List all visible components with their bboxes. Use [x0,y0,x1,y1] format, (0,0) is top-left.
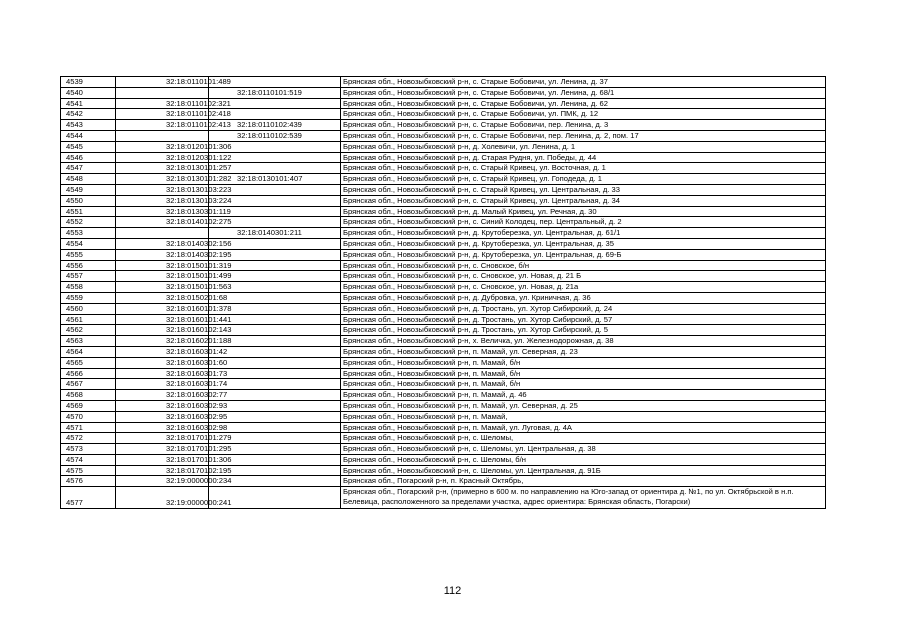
address-cell: Брянская обл., Новозыбковский р-н, с. Сновское, ул. Новая, д. 21 Б [341,271,826,282]
cadastral-number-cell: 32:18:0160101:441 [116,314,209,325]
row-number-cell: 4551 [61,206,116,217]
row-number-cell: 4552 [61,217,116,228]
cadastral-number-cell: 32:18:0120101:306 [116,141,209,152]
cadastral-number-cell: 32:18:0140102:275 [116,217,209,228]
table-row [61,390,826,401]
table-row [61,368,826,379]
row-number-cell: 4542 [61,109,116,120]
table-row [61,454,826,465]
table-row [61,109,826,120]
address-cell: Брянская обл., Новозыбковский р-н, п. Мамай, б/н [341,368,826,379]
table-row [61,465,826,476]
row-number-cell: 4541 [61,98,116,109]
table-row [61,238,826,249]
secondary-cadastral-number-cell [209,400,341,411]
table-row [61,141,826,152]
table-row [61,206,826,217]
table-row [61,195,826,206]
cadastral-number-cell: 32:18:0160302:93 [116,400,209,411]
secondary-cadastral-number-cell [209,390,341,401]
address-cell: Брянская обл., Новозыбковский р-н, д. Старая Рудня, ул. Победы, д. 44 [341,152,826,163]
row-number-cell: 4572 [61,433,116,444]
cadastral-number-cell: 32:18:0150201:68 [116,292,209,303]
address-cell: Брянская обл., Новозыбковский р-н, с. Шеломы, [341,433,826,444]
address-cell: Брянская обл., Новозыбковский р-н, с. Старые Бобовичи, ул. Ленина, д. 68/1 [341,87,826,98]
row-number-cell: 4573 [61,444,116,455]
address-cell: Брянская обл., Новозыбковский р-н, с. Сновское, ул. Новая, д. 21а [341,282,826,293]
row-number-cell: 4554 [61,238,116,249]
address-cell: Брянская обл., Новозыбковский р-н, с. Старый Кривец, ул. Центральная, д. 33 [341,184,826,195]
row-number-cell: 4566 [61,368,116,379]
table-row [61,411,826,422]
cadastral-number-cell: 32:18:0160101:378 [116,303,209,314]
address-cell: Брянская обл., Новозыбковский р-н, с. Шеломы, б/н [341,454,826,465]
row-number-cell: 4555 [61,249,116,260]
row-number-cell: 4550 [61,195,116,206]
table-row [61,120,826,131]
cadastral-number-cell: 32:18:0150101:319 [116,260,209,271]
row-number-cell: 4558 [61,282,116,293]
table-row [61,228,826,239]
cadastral-number-cell: 32:18:0110101:489 [116,77,209,88]
cadastral-number-cell: 32:18:0170101:306 [116,454,209,465]
cadastral-number-cell: 32:18:0110102:413 [116,120,209,131]
register-table-body [61,77,826,509]
address-cell: Брянская обл., Новозыбковский р-н, с. Старые Бобовичи, пер. Ленина, д. 3 [341,120,826,131]
table-row [61,163,826,174]
row-number-cell: 4549 [61,184,116,195]
secondary-cadastral-number-cell [209,292,341,303]
cadastral-number-cell: 32:18:0160302:95 [116,411,209,422]
cadastral-number-cell: 32:18:0170102:195 [116,465,209,476]
cadastral-number-cell: 32:18:0130101:282 [116,174,209,185]
address-cell: Брянская обл., Новозыбковский р-н, д. Дубровка, ул. Криничная, д. 36 [341,292,826,303]
cadastral-number-cell: 32:18:0150101:499 [116,271,209,282]
cadastral-number-cell: 32:18:0160301:73 [116,368,209,379]
cadastral-number-cell: 32:18:0160301:60 [116,357,209,368]
table-row [61,379,826,390]
table-row [61,487,826,509]
row-number-cell: 4546 [61,152,116,163]
address-cell: Брянская обл., Новозыбковский р-н, п. Мамай, ул. Северная, д. 25 [341,400,826,411]
cadastral-number-cell: 32:18:0130301:119 [116,206,209,217]
table-row [61,303,826,314]
secondary-cadastral-number-cell [209,357,341,368]
cadastral-number-cell: 32:19:0000000:234 [116,476,209,487]
secondary-cadastral-number-cell: 32:18:0110102:539 [209,130,341,141]
secondary-cadastral-number-cell: 32:18:0110101:519 [209,87,341,98]
address-cell: Брянская обл., Новозыбковский р-н, д. Крутоберезка, ул. Центральная, д. 35 [341,238,826,249]
row-number-cell: 4559 [61,292,116,303]
table-row [61,282,826,293]
table-row [61,87,826,98]
row-number-cell: 4574 [61,454,116,465]
row-number-cell: 4553 [61,228,116,239]
secondary-cadastral-number-cell: 32:18:0140301:211 [209,228,341,239]
address-cell: Брянская обл., Новозыбковский р-н, с. Старые Бобовичи, ул. ПМК, д. 12 [341,109,826,120]
address-cell: Брянская обл., Новозыбковский р-н, д. Тростань, ул. Хутор Сибирский, д. 57 [341,314,826,325]
row-number-cell: 4560 [61,303,116,314]
cadastral-number-cell: 32:18:0160102:143 [116,325,209,336]
address-cell: Брянская обл., Новозыбковский р-н, с. Старый Кривец, ул. Гоподеда, д. 1 [341,174,826,185]
table-row [61,77,826,88]
address-cell: Брянская обл., Новозыбковский р-н, п. Мамай, ул. Луговая, д. 4А [341,422,826,433]
address-cell: Брянская обл., Новозыбковский р-н, с. Синий Колодец, пер. Центральный, д. 2 [341,217,826,228]
row-number-cell: 4557 [61,271,116,282]
cadastral-number-cell: 32:18:0140302:156 [116,238,209,249]
address-cell: Брянская обл., Новозыбковский р-н, п. Мамай, б/н [341,357,826,368]
row-number-cell: 4548 [61,174,116,185]
address-cell: Брянская обл., Новозыбковский р-н, п. Мамай, [341,411,826,422]
row-number-cell: 4577 [61,487,116,509]
table-row [61,314,826,325]
cadastral-number-cell: 32:18:0140302:195 [116,249,209,260]
address-cell: Брянская обл., Новозыбковский р-н, д. Тростань, ул. Хутор Сибирский, д. 5 [341,325,826,336]
address-cell: Брянская обл., Новозыбковский р-н, д. Холевичи, ул. Ленина, д. 1 [341,141,826,152]
cadastral-number-cell: 32:18:0110102:321 [116,98,209,109]
table-row [61,346,826,357]
address-cell: Брянская обл., Новозыбковский р-н, х. Величка, ул. Железнодорожная, д. 38 [341,336,826,347]
address-cell: Брянская обл., Новозыбковский р-н, с. Старые Бобовичи, пер. Ленина, д. 2, пом. 17 [341,130,826,141]
cadastral-number-cell: 32:18:0160302:77 [116,390,209,401]
table-row [61,336,826,347]
cadastral-number-cell: 32:18:0160301:42 [116,346,209,357]
row-number-cell: 4576 [61,476,116,487]
table-row [61,433,826,444]
row-number-cell: 4570 [61,411,116,422]
table-row [61,174,826,185]
row-number-cell: 4561 [61,314,116,325]
row-number-cell: 4545 [61,141,116,152]
cadastral-number-cell [116,228,209,239]
page-number: 112 [443,585,462,597]
address-cell: Брянская обл., Новозыбковский р-н, д. Малый Кривец, ул. Речная, д. 30 [341,206,826,217]
cadastral-number-cell: 32:18:0130103:223 [116,184,209,195]
row-number-cell: 4547 [61,163,116,174]
cadastral-number-cell: 32:18:0130103:224 [116,195,209,206]
row-number-cell: 4540 [61,87,116,98]
row-number-cell: 4539 [61,77,116,88]
cadastral-number-cell [116,87,209,98]
address-cell: Брянская обл., Новозыбковский р-н, с. Старый Кривец, ул. Восточная, д. 1 [341,163,826,174]
row-number-cell: 4544 [61,130,116,141]
address-cell: Брянская обл., Погарский р-н, п. Красный Октябрь, [341,476,826,487]
table-row [61,184,826,195]
secondary-cadastral-number-cell [209,411,341,422]
secondary-cadastral-number-cell [209,422,341,433]
secondary-cadastral-number-cell [209,379,341,390]
table-row [61,271,826,282]
cadastral-number-cell: 32:18:0170101:295 [116,444,209,455]
row-number-cell: 4571 [61,422,116,433]
table-row [61,249,826,260]
row-number-cell: 4562 [61,325,116,336]
address-cell: Брянская обл., Новозыбковский р-н, с. Старый Кривец, ул. Центральная, д. 34 [341,195,826,206]
row-number-cell: 4569 [61,400,116,411]
secondary-cadastral-number-cell: 32:18:0110102:439 [209,120,341,131]
cadastral-number-cell: 32:18:0160201:188 [116,336,209,347]
address-cell: Брянская обл., Новозыбковский р-н, д. Крутоберезка, ул. Центральная, д. 61/1 [341,228,826,239]
row-number-cell: 4543 [61,120,116,131]
address-cell: Брянская обл., Новозыбковский р-н, п. Мамай, ул. Северная, д. 23 [341,346,826,357]
row-number-cell: 4556 [61,260,116,271]
cadastral-number-cell: 32:18:0170101:279 [116,433,209,444]
register-table [60,76,826,509]
table-row [61,98,826,109]
address-cell: Брянская обл., Новозыбковский р-н, п. Мамай, б/н [341,379,826,390]
secondary-cadastral-number-cell [209,346,341,357]
cadastral-number-cell [116,130,209,141]
table-row [61,400,826,411]
row-number-cell: 4563 [61,336,116,347]
table-row [61,260,826,271]
table-row [61,325,826,336]
table-row [61,292,826,303]
cadastral-number-cell: 32:18:0130101:257 [116,163,209,174]
table-row [61,444,826,455]
table-row [61,152,826,163]
cadastral-number-cell: 32:18:0160302:98 [116,422,209,433]
address-cell: Брянская обл., Погарский р-н, (примерно в 600 м. по направлению на Юго-запад от ориентира д. №1, по ул. Октябрьской в н.п. Белевица, расположенного за пределами участка, адрес ориентира: Брянская область, Погарски) [341,487,826,509]
row-number-cell: 4575 [61,465,116,476]
cadastral-number-cell: 32:18:0160301:74 [116,379,209,390]
cadastral-number-cell: 32:18:0110102:418 [116,109,209,120]
table-row [61,422,826,433]
table-row [61,217,826,228]
address-cell: Брянская обл., Новозыбковский р-н, с. Старые Бобовичи, ул. Ленина, д. 62 [341,98,826,109]
address-cell: Брянская обл., Новозыбковский р-н, д. Тростань, ул. Хутор Сибирский, д. 24 [341,303,826,314]
row-number-cell: 4568 [61,390,116,401]
address-cell: Брянская обл., Новозыбковский р-н, с. Старые Бобовичи, ул. Ленина, д. 37 [341,77,826,88]
address-cell: Брянская обл., Новозыбковский р-н, д. Крутоберезка, ул. Центральная, д. 69-Б [341,249,826,260]
row-number-cell: 4564 [61,346,116,357]
cadastral-number-cell: 32:18:0120301:122 [116,152,209,163]
address-cell: Брянская обл., Новозыбковский р-н, с. Шеломы, ул. Центральная, д. 91Б [341,465,826,476]
address-cell: Брянская обл., Новозыбковский р-н, п. Мамай, д. 46 [341,390,826,401]
table-row [61,357,826,368]
secondary-cadastral-number-cell: 32:18:0130101:407 [209,174,341,185]
cadastral-number-cell: 32:19:0000000:241 [116,487,209,509]
table-row [61,130,826,141]
row-number-cell: 4565 [61,357,116,368]
row-number-cell: 4567 [61,379,116,390]
cadastral-number-cell: 32:18:0150101:563 [116,282,209,293]
table-row [61,476,826,487]
address-cell: Брянская обл., Новозыбковский р-н, с. Сновское, б/н [341,260,826,271]
secondary-cadastral-number-cell [209,368,341,379]
address-cell: Брянская обл., Новозыбковский р-н, с. Шеломы, ул. Центральная, д. 38 [341,444,826,455]
